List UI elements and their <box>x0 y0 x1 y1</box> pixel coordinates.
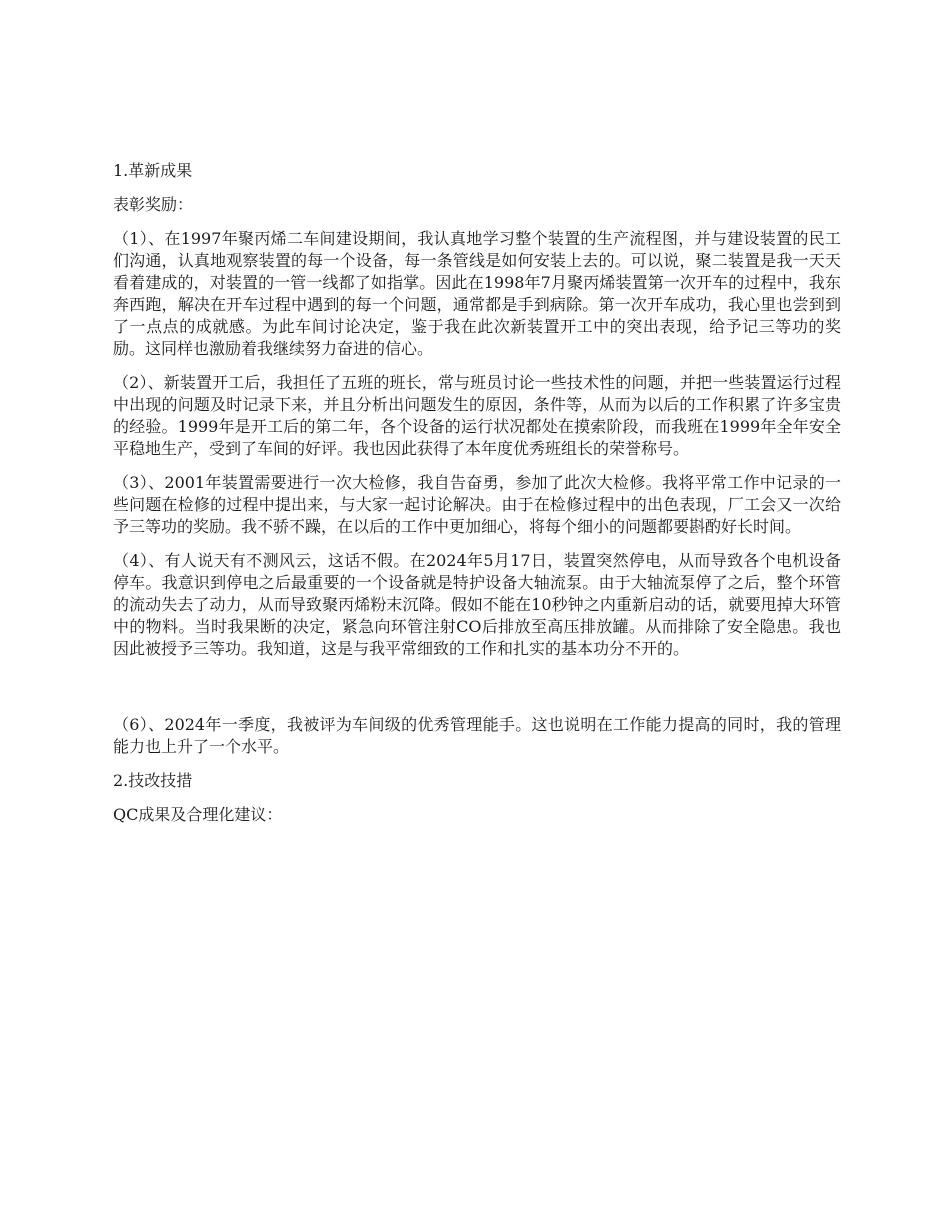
subsection-qc-results: QC成果及合理化建议： <box>113 805 283 824</box>
paragraph-6: （6）、2024年一季度，我被评为车间级的优秀管理能手。这也说明在工作能力提高的同时，我的管理能力也上升了一个水平。 <box>113 715 841 756</box>
subsection-awards: 表彰奖励： <box>113 195 194 214</box>
section-title-innovation: 1.革新成果 <box>113 161 193 180</box>
section-title-tech-improvement: 2.技改技措 <box>113 771 193 790</box>
paragraph-4: （4）、有人说天有不测风云，这话不假。在2024年5月17日，装置突然停电，从而导致各个电机设备停车。我意识到停电之后最重要的一个设备就是特护设备大轴流泵。由于大轴流泵停了之后，整个环管的流动失去了动力，从而导致聚丙烯粉末沉降。假如不能在10秒钟之内重新启动的话，就要甩掉大环管中的物料。当时我果断的决定，紧急向环管注射CO后排放至高压排放罐。从而排除了安全隐患。我也因此被授予三等功。我知道，这是与我平常细致的工作和扎实的基本功分不开的。 <box>113 551 841 658</box>
paragraph-2: （2）、新装置开工后，我担任了五班的班长，常与班员讨论一些技术性的问题，并把一些装置运行过程中出现的问题及时记录下来，并且分析出问题发生的原因，条件等，从而为以后的工作积累了许多宝贵的经验。1999年是开工后的第二年，各个设备的运行状况都处在摸索阶段，而我班在1999年全年安全平稳地生产，受到了车间的好评。我也因此获得了本年度优秀班组长的荣誉称号。 <box>113 373 841 458</box>
paragraph-1: （1）、在1997年聚丙烯二车间建设期间，我认真地学习整个装置的生产流程图，并与建设装置的民工们沟通，认真地观察装置的每一个设备，每一条管线是如何安装上去的。可以说，聚二装置是我一天天看着建成的，对装置的一管一线都了如指掌。因此在1998年7月聚丙烯装置第一次开车的过程中，我东奔西跑，解决在开车过程中遇到的每一个问题，通常都是手到病除。第一次开车成功，我心里也尝到到了一点点的成就感。为此车间讨论决定，鉴于我在此次新装置开工中的突出表现，给予记三等功的奖励。这同样也激励着我继续努力奋进的信心。 <box>113 229 841 358</box>
document-body <box>113 160 841 826</box>
paragraph-3: （3）、2001年装置需要进行一次大检修，我自告奋勇，参加了此次大检修。我将平常工作中记录的一些问题在检修的过程中提出来，与大家一起讨论解决。由于在检修过程中的出色表现，厂工会又一次给予三等功的奖励。我不骄不躁，在以后的工作中更加细心，将每个细小的问题都要斟酌好长时间。 <box>113 473 841 536</box>
